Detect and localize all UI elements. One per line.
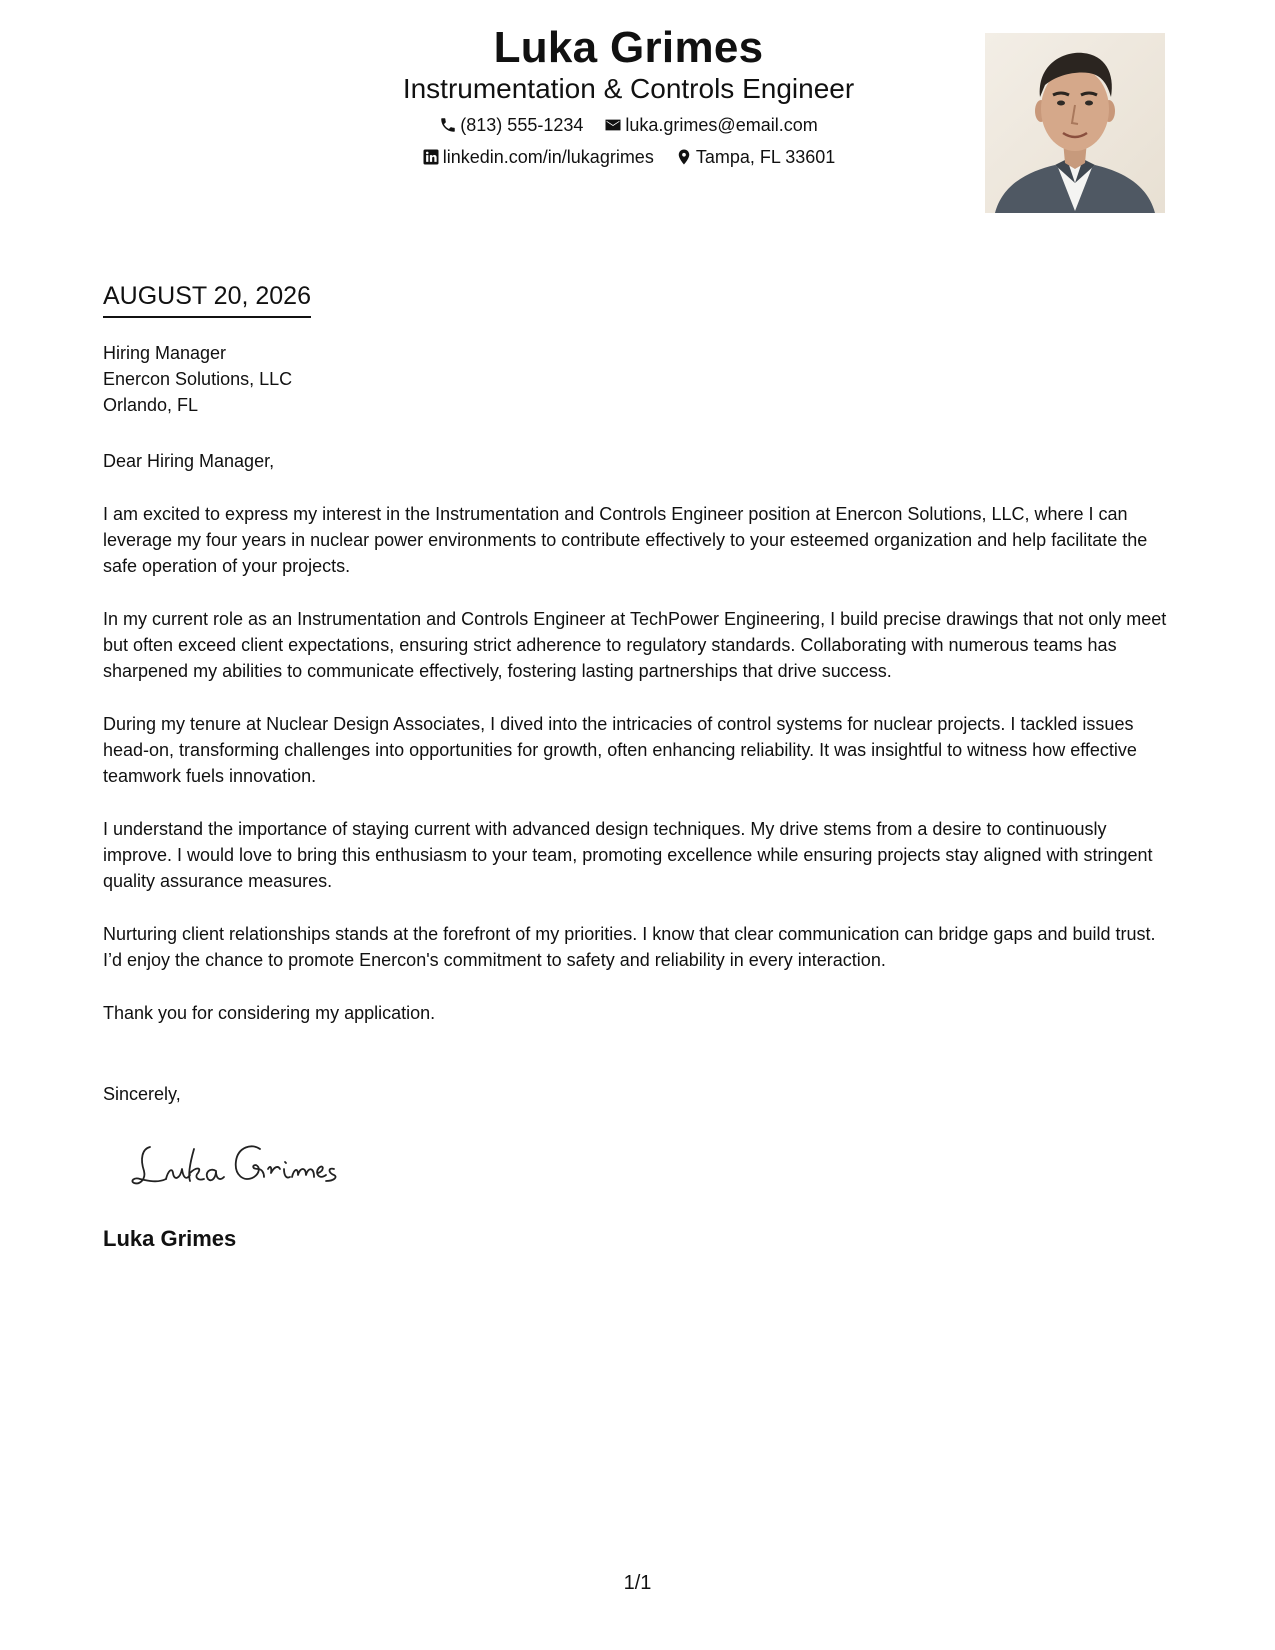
- handwritten-signature: [128, 1135, 343, 1195]
- linkedin-icon: [422, 148, 440, 166]
- job-title: Instrumentation & Controls Engineer: [402, 73, 855, 104]
- email-text: luka.grimes@email.com: [625, 115, 818, 135]
- body-paragraph: In my current role as an Instrumentation and Controls Engineer at TechPower Engineering, I build precise drawings that not only meet but often exceed client expectations, ensuring strict adherence to regulatory standards. Collaborating with numerous teams has sharpened my abilities to communicate effectively, fostering lasting partnerships that drive success.: [103, 609, 1167, 681]
- profile-photo: [985, 33, 1165, 213]
- page-number: 1/1: [623, 1572, 652, 1594]
- recipient-location: Orlando, FL: [103, 395, 199, 415]
- body-paragraph: I am excited to express my interest in the Instrumentation and Controls Engineer position at Enercon Solutions, LLC, where I can leverage my four years in nuclear power environments to contribute effectively to your esteemed organization and help facilitate the safe operation of your projects.: [103, 504, 1148, 576]
- recipient-company: Enercon Solutions, LLC: [103, 369, 293, 389]
- map-pin-icon: [675, 148, 693, 166]
- body-paragraph: During my tenure at Nuclear Design Associates, I dived into the intricacies of control systems for nuclear projects. I tackled issues head-on, transforming challenges into opportunities for growth, often enhancing reliability. It was insightful to witness how effective teamwork fuels innovation.: [103, 714, 1137, 786]
- contact-phone[interactable]: [439, 113, 583, 137]
- applicant-name: Luka Grimes: [493, 23, 764, 72]
- linkedin-text: linkedin.com/in/lukagrimes: [442, 147, 654, 167]
- body-paragraph: Thank you for considering my application.: [103, 1003, 436, 1023]
- signed-name: Luka Grimes: [103, 1226, 237, 1251]
- contact-location: [675, 145, 835, 169]
- contact-email[interactable]: [604, 113, 817, 137]
- body-paragraph: I understand the importance of staying current with advanced design techniques. My drive stems from a desire to continuously improve. I would love to bring this enthusiasm to your team, promoting excellence while ensuring projects stay aligned with stringent quality assurance measures.: [103, 819, 1153, 891]
- envelope-icon: [604, 116, 622, 134]
- recipient-block: [103, 340, 292, 418]
- contact-linkedin[interactable]: [422, 145, 654, 169]
- location-text: Tampa, FL 33601: [695, 147, 836, 167]
- header: [0, 0, 1275, 230]
- closing: Sincerely,: [103, 1084, 181, 1104]
- recipient-title: Hiring Manager: [103, 343, 227, 363]
- phone-icon: [439, 116, 457, 134]
- body-paragraph: Nurturing client relationships stands at the forefront of my priorities. I know that clear communication can bridge gaps and build trust. I’d enjoy the chance to promote Enercon's commitment to safety and reliability in every interaction.: [103, 924, 1156, 970]
- phone-text: (813) 555-1234: [460, 115, 584, 135]
- salutation: Dear Hiring Manager,: [103, 451, 275, 471]
- letter-body: [103, 448, 1178, 1053]
- letter-date: AUGUST 20, 2026: [103, 281, 311, 318]
